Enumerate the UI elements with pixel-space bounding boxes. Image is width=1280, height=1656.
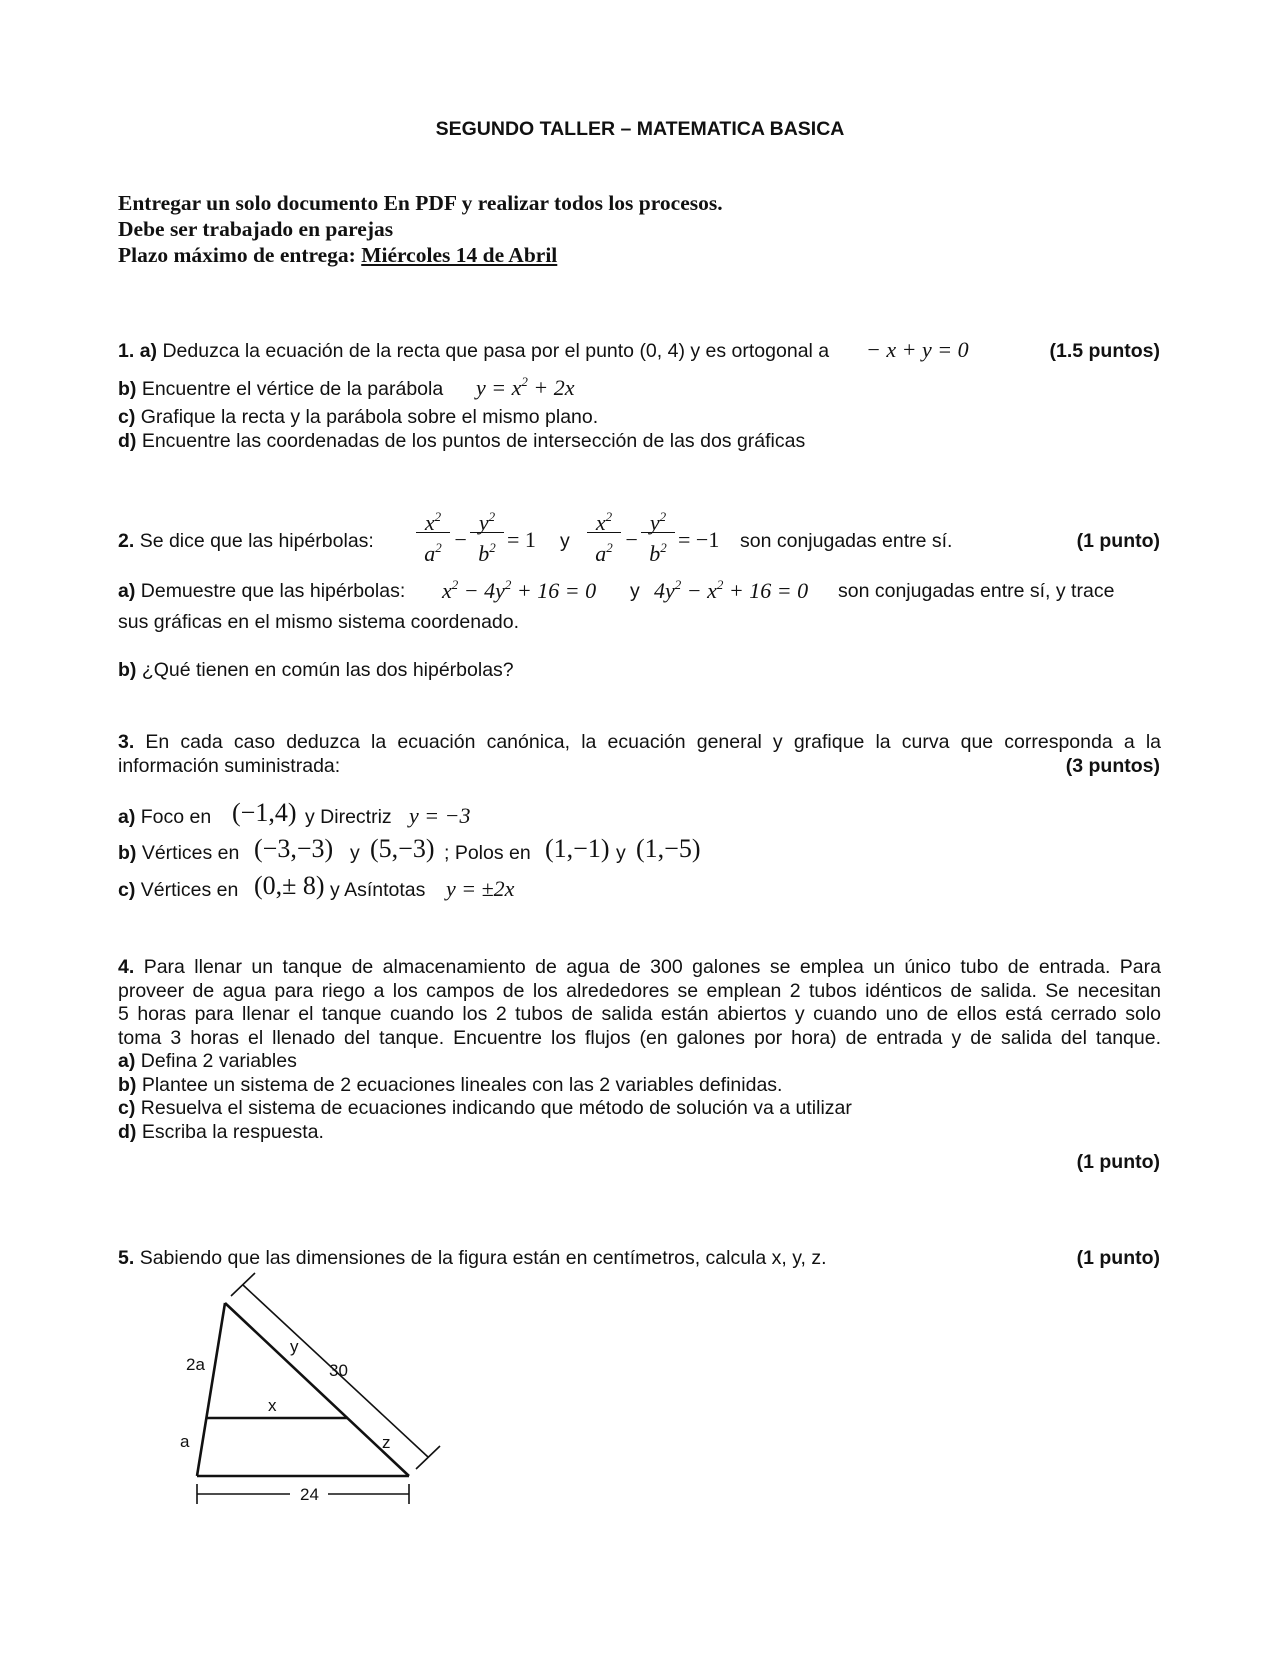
label-z: z <box>382 1433 391 1452</box>
q3-c-label: c) <box>118 879 136 901</box>
q4-points: (1 punto) <box>1076 1151 1160 1173</box>
q2-a-eq2: $4y^2 - x^2 + 16 = 0$ <box>654 577 809 603</box>
label-30: 30 <box>329 1361 348 1380</box>
q3-c-vertices: Vértices en <box>140 879 239 901</box>
q2-eq2-rhs: = −1 <box>678 527 720 552</box>
q3-number: 3. <box>118 731 135 753</box>
q2-frac-y2-b2-b: $y^2$ $b^2$ <box>641 503 675 562</box>
page-title: SEGUNDO TALLER – MATEMATICA BASICA <box>435 118 845 140</box>
q3-b-polos: ; Polos en <box>444 842 531 864</box>
q5-number: 5. <box>118 1247 135 1269</box>
q5-points: (1 punto) <box>1076 1247 1160 1269</box>
q4-c-text: Resuelva el sistema de ecuaciones indicando que método de solución va a utilizar <box>140 1097 852 1119</box>
label-2a: 2a <box>186 1355 205 1374</box>
q2-a-text: Demuestre que las hipérbolas: <box>140 580 406 602</box>
q2-intro: Se dice que las hipérbolas: <box>139 530 374 552</box>
q1-c-label: c) <box>118 406 136 428</box>
q3-text-line2: información suministrada: <box>118 755 341 777</box>
q2-frac-y2-b2: $y^2$ $b^2$ <box>470 503 504 562</box>
q4-d-label: d) <box>118 1120 137 1143</box>
q4-line-2: proveer de agua para riego a los campos de los alrededores se emplean 2 tubos idénticos de salida. Se necesitan <box>118 979 1161 1002</box>
q3-b-vertices: Vértices en <box>141 842 240 864</box>
q2-y-word: y <box>560 530 570 552</box>
deadline-label: Plazo máximo de entrega: <box>118 243 356 267</box>
q3-b-y2: y <box>616 842 626 864</box>
q3-a-directriz: y Directriz <box>305 806 392 828</box>
q3-points: (3 puntos) <box>1065 755 1160 777</box>
label-y: y <box>290 1337 299 1356</box>
q4-b-label: b) <box>118 1073 137 1096</box>
q1-b-equation: $y = x^2 + 2x$ <box>476 374 575 400</box>
q2-b-text: ¿Qué tienen en común las dos hipérbolas? <box>141 659 514 681</box>
triangle-left-side <box>197 1303 225 1476</box>
q3-a-foco: Foco en <box>140 806 212 828</box>
q2-a-line2: sus gráficas en el mismo sistema coordenado. <box>118 611 520 633</box>
label-24: 24 <box>300 1485 319 1504</box>
q4-c-label: c) <box>118 1097 136 1119</box>
q2-eq1-rhs: = 1 <box>507 527 536 552</box>
q1-d-label: d) <box>118 430 137 452</box>
q3-c-asintotas: y Asíntotas <box>330 879 426 901</box>
q3-b-vertex-1: (−3,−3) <box>254 834 334 863</box>
q3-b-polo-1: (1,−1) <box>545 834 610 863</box>
q3-a-label: a) <box>118 806 136 828</box>
label-a: a <box>180 1432 190 1451</box>
instruction-line-1: Entregar un solo documento En PDF y realizar todos los procesos. <box>118 191 723 215</box>
triangle-lines <box>197 1303 409 1476</box>
q2-a-tail: son conjugadas entre sí, y trace <box>838 580 1115 602</box>
q1-number: 1. <box>118 340 135 362</box>
instruction-line-2: Debe ser trabajado en parejas <box>118 217 394 241</box>
q2-points: (1 punto) <box>1076 530 1160 552</box>
q2-a-y: y <box>630 580 640 602</box>
q4-b-text: Plantee un sistema de 2 ecuaciones lineales con las 2 variables definidas. <box>141 1073 783 1096</box>
q1-c-text: Grafique la recta y la parábola sobre el mismo plano. <box>140 406 599 428</box>
q4-a-text: Defina 2 variables <box>140 1050 297 1072</box>
q2-minus-1: − <box>453 527 468 552</box>
q1-a-text: Deduzca la ecuación de la recta que pasa por el punto (0, 4) y es ortogonal a <box>162 340 830 362</box>
q2-frac-x2-a2-b: $x^2$ $a^2$ <box>587 503 621 562</box>
q3-text: En cada caso deduzca la ecuación canónica, la ecuación general y grafique la curva que corresponda a la <box>145 731 1162 753</box>
q2-number: 2. <box>118 530 135 552</box>
q1-points: (1.5 puntos) <box>1049 340 1160 362</box>
label-x: x <box>268 1396 277 1415</box>
deadline-date: Miércoles 14 de Abril <box>361 243 558 267</box>
q1-b-text: Encuentre el vértice de la parábola <box>141 378 444 400</box>
q3-b-vertex-2: (5,−3) <box>370 834 435 863</box>
q3-a-foco-value: (−1,4) <box>232 798 297 827</box>
q4-line-4: toma 3 horas el llenado del tanque. Encuentre los flujos (en galones por hora) de entrada y de salida del tanque. <box>118 1026 1161 1049</box>
q2-frac-x2-a2: $x^2$ $a^2$ <box>416 503 450 562</box>
q2-a-eq1: $x^2 - 4y^2 + 16 = 0$ <box>442 577 597 603</box>
q4-d-text: Escriba la respuesta. <box>141 1120 324 1143</box>
q1-a-equation: − x + y = 0 <box>866 337 969 362</box>
q1-a-label: a) <box>139 340 158 362</box>
q4-line-1-text: Para llenar un tanque de almacenamiento de agua de 300 galones se emplea un único tubo de entrada. Para <box>143 956 1161 978</box>
q4-line-3: 5 horas para llenar el tanque cuando los 2 tubos de salida están abiertos y cuando uno de ellos está cerrado solo <box>118 1003 1161 1025</box>
q3-b-polo-2: (1,−5) <box>636 834 701 863</box>
q1-b-label: b) <box>118 378 137 400</box>
q3-b-label: b) <box>118 842 137 864</box>
q3-a-directriz-value: y = −3 <box>409 803 471 828</box>
q4-number: 4. <box>118 956 135 978</box>
q2-a-label: a) <box>118 580 136 602</box>
q4-a-label: a) <box>118 1050 136 1072</box>
q2-b-label: b) <box>118 659 137 681</box>
q1-d-text: Encuentre las coordenadas de los puntos de intersección de las dos gráficas <box>141 430 806 452</box>
q3-b-y1: y <box>350 842 360 864</box>
q3-c-vertex: (0,± 8) <box>254 871 325 900</box>
q2-tail: son conjugadas entre sí. <box>740 530 953 552</box>
q5-text: Sabiendo que las dimensiones de la figura están en centímetros, calcula x, y, z. <box>139 1247 827 1269</box>
q2-minus-2: − <box>624 527 639 552</box>
q3-c-asintotas-value: y = ±2x <box>446 876 515 901</box>
